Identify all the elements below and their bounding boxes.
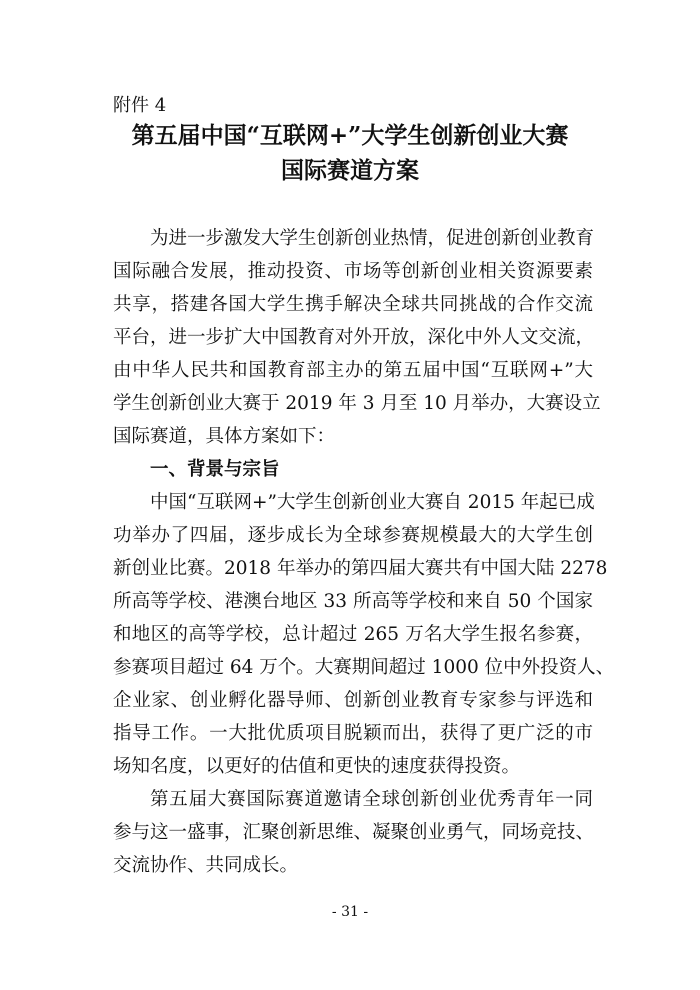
paragraph-line: 平台，进一步扩大中国教育对外开放，深化中外人文交流， [113,327,595,348]
paragraph-line: 国际融合发展，推动投资、市场等创新创业相关资源要素 [113,261,593,282]
page-number: - 31 - [331,904,369,920]
paragraph-line: 中国“互联网+”大学生创新创业大赛自 2015 年起已成 [150,492,595,513]
paragraph-line: 指导工作。一大批优质项目脱颖而出，获得了更广泛的市 [113,723,593,744]
attachment-label: 附件 4 [113,95,167,116]
paragraph-line: 为进一步激发大学生创新创业热情，促进创新创业教育 [150,228,595,249]
paragraph-line: 国际赛道，具体方案如下： [113,426,336,447]
background-paragraph [113,486,615,783]
paragraph-line: 共享，搭建各国大学生携手解决全球共同挑战的合作交流 [113,294,593,315]
paragraph-line: 参赛项目超过 64 万个。大赛期间超过 1000 位中外投资人、 [113,657,615,678]
paragraph-line: 场知名度，以更好的估值和更快的速度获得投资。 [113,756,521,777]
intro-paragraph [113,222,601,453]
paragraph-line: 参与这一盛事，汇聚创新思维、凝聚创业勇气，同场竞技、 [113,822,595,843]
paragraph-line: 第五届大赛国际赛道邀请全球创新创业优秀青年一同 [150,789,593,810]
section-heading-block [113,453,593,486]
closing-paragraph [113,783,593,882]
paragraph-line: 和地区的高等学校，总计超过 265 万名大学生报名参赛， [113,624,593,645]
paragraph-line: 新创业比赛。2018 年举办的第四届大赛共有中国大陆 2278 [113,558,608,579]
paragraph-line: 企业家、创业孵化器导师、创新创业教育专家参与评选和 [113,690,593,711]
paragraph-line: 交流协作、共同成长。 [113,855,299,876]
document-title-line-2: 国际赛道方案 [281,157,419,184]
paragraph-line: 功举办了四届，逐步成长为全球参赛规模最大的大学生创 [113,525,593,546]
paragraph-line: 由中华人民共和国教育部主办的第五届中国“互联网+”大 [113,360,593,381]
document-title-line-1: 第五届中国“互联网+”大学生创新创业大赛 [131,122,569,149]
paragraph-line: 所高等学校、港澳台地区 33 所高等学校和来自 50 个国家 [113,591,593,612]
section-heading: 一、背景与宗旨 [150,459,280,480]
paragraph-line: 学生创新创业大赛于 2019 年 3 月至 10 月举办，大赛设立 [113,393,601,414]
